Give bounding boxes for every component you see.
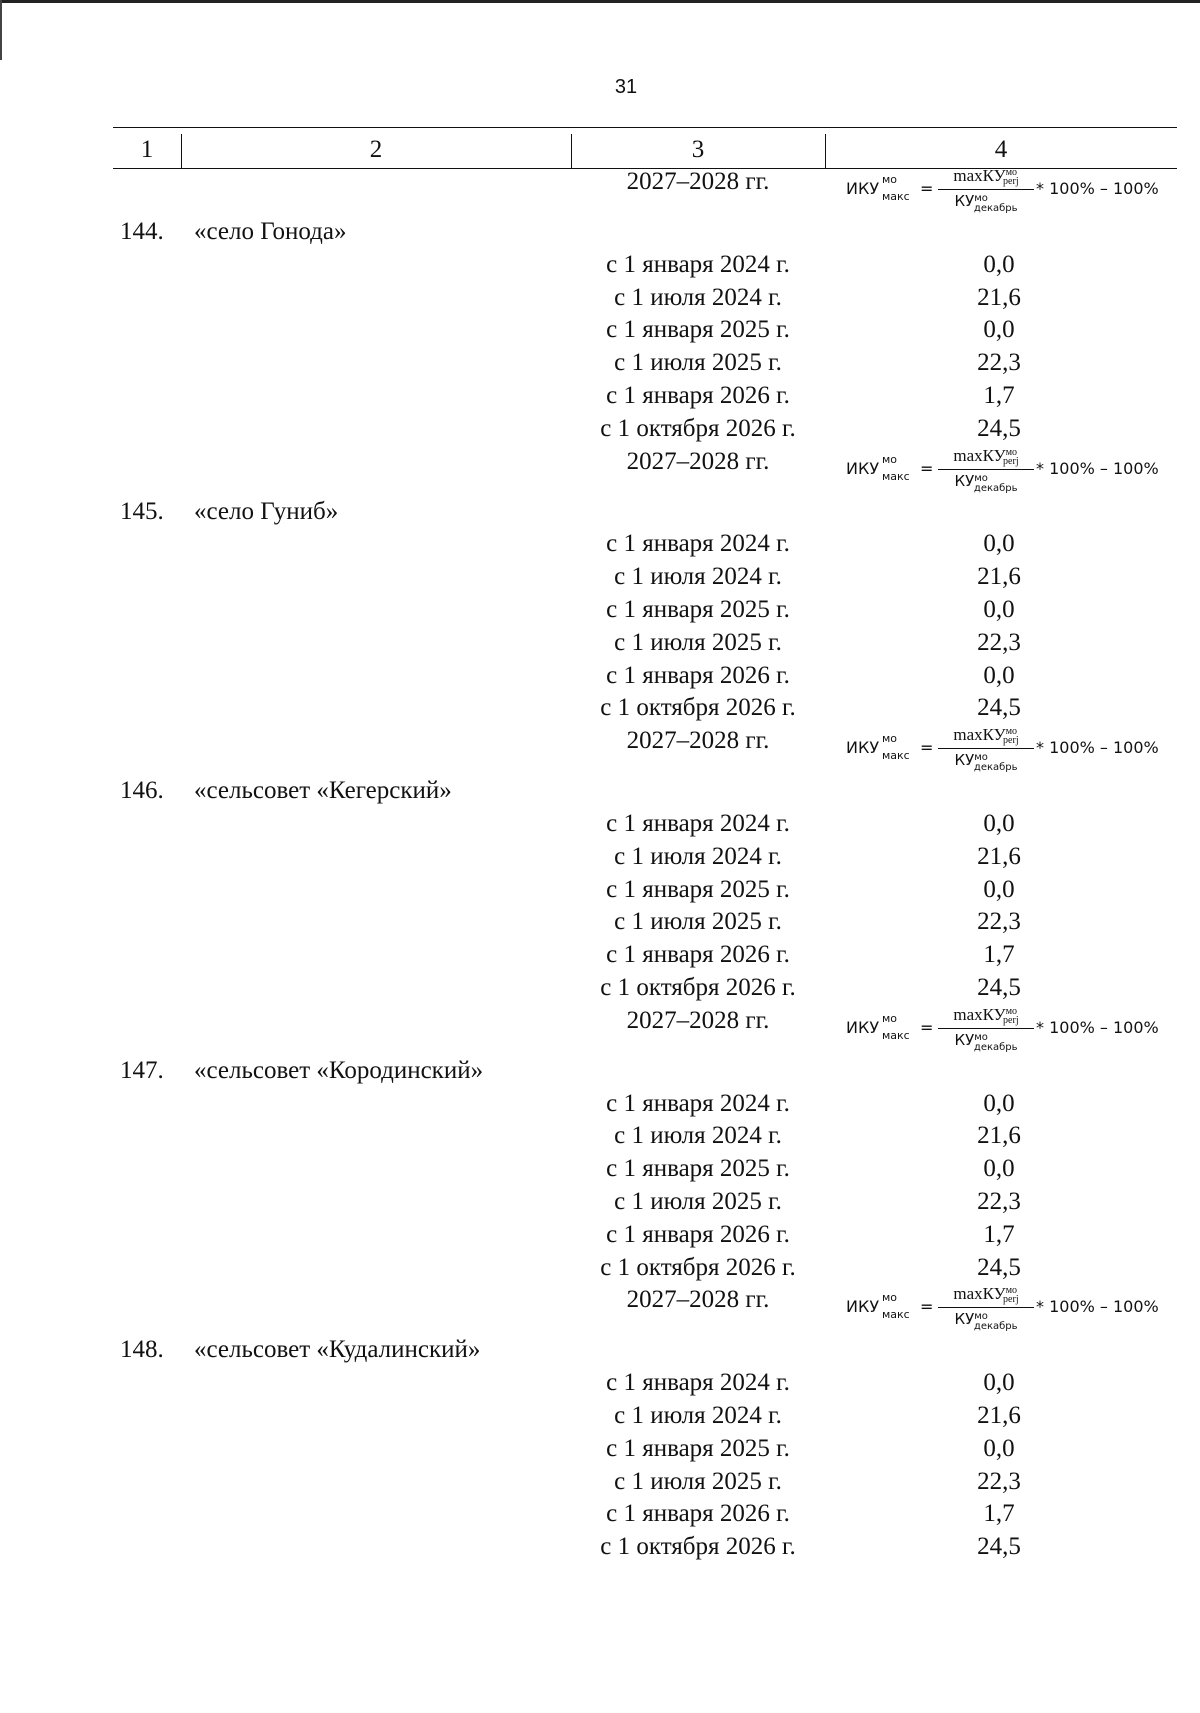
index-value-cell: 0,0 [983, 250, 1015, 278]
index-formula [846, 166, 1176, 216]
period-cell: с 1 января 2026 г. [606, 661, 790, 689]
formula-num-base: maxКУ [953, 725, 1006, 745]
period-cell: 2027–2028 гг. [626, 1286, 770, 1314]
index-value-cell: 0,0 [983, 875, 1015, 903]
period-cell: 2027–2028 гг. [626, 727, 770, 755]
formula-den-sup: мо [974, 1311, 988, 1323]
formula-numerator [938, 446, 1034, 466]
formula-den-sup: мо [974, 1031, 988, 1043]
period-cell: с 1 июля 2024 г. [614, 1122, 782, 1150]
index-value-cell: 24,5 [977, 694, 1021, 722]
settlement-name: «село Гуниб» [194, 497, 339, 525]
formula-equals: = [920, 458, 934, 478]
formula-numerator [938, 1284, 1034, 1304]
settlement-title-row [0, 1055, 1200, 1088]
settlement-number: 147. [120, 1056, 164, 1084]
formula-lhs: ИКУ [846, 1017, 880, 1037]
table-row [0, 1531, 1200, 1564]
formula-row [0, 166, 1200, 216]
formula-num-sub: perj [1003, 1014, 1019, 1026]
table-row [0, 939, 1200, 972]
table-row [0, 282, 1200, 315]
formula-den-base: КУ [954, 751, 975, 770]
formula-tail: * 100% – 100% [1036, 179, 1159, 198]
formula-denominator [938, 192, 1034, 214]
period-cell: с 1 января 2024 г. [606, 250, 790, 278]
formula-num-base: maxКУ [953, 1004, 1006, 1024]
table-row [0, 808, 1200, 841]
scan-edge-top [0, 0, 1200, 3]
index-value-cell: 24,5 [977, 414, 1021, 442]
table-row [0, 1367, 1200, 1400]
index-value-cell: 24,5 [977, 973, 1021, 1001]
period-cell: с 1 июля 2025 г. [614, 1187, 782, 1215]
formula-num-sup: мо [1005, 167, 1018, 178]
table-row [0, 627, 1200, 660]
formula-den-base: КУ [954, 1030, 975, 1049]
formula-lhs-sup: мо [882, 1291, 898, 1305]
table-header-top-rule [113, 127, 1177, 128]
formula-row [0, 725, 1200, 775]
period-cell: с 1 января 2025 г. [606, 1155, 790, 1183]
period-cell: с 1 июля 2025 г. [614, 628, 782, 656]
formula-lhs-sup: мо [882, 173, 898, 186]
period-cell: с 1 июля 2024 г. [614, 283, 782, 311]
period-cell: с 1 октября 2026 г. [600, 1253, 796, 1281]
index-formula [846, 1284, 1176, 1334]
formula-row [0, 446, 1200, 496]
index-formula [846, 446, 1176, 496]
period-cell: с 1 июля 2024 г. [614, 842, 782, 870]
index-formula [846, 1005, 1176, 1055]
table-row [0, 380, 1200, 413]
formula-den-base: КУ [954, 192, 975, 210]
index-value-cell: 0,0 [983, 530, 1015, 558]
formula-lhs-sub: макс [882, 190, 910, 203]
period-cell: с 1 октября 2026 г. [600, 414, 796, 442]
formula-lhs: ИКУ [846, 458, 880, 478]
table-row [0, 1120, 1200, 1153]
settlement-name: «сельсовет «Кородинский» [194, 1056, 484, 1084]
formula-num-base: maxКУ [953, 445, 1006, 465]
header-col-1: 1 [140, 136, 154, 163]
formula-tail: * 100% – 100% [1036, 1017, 1159, 1037]
formula-equals: = [920, 1297, 934, 1317]
formula-den-sub: декабрь [973, 1041, 1018, 1053]
period-cell: с 1 января 2026 г. [606, 1220, 790, 1248]
period-cell: с 1 января 2024 г. [606, 530, 790, 558]
period-cell: с 1 января 2024 г. [606, 809, 790, 837]
formula-num-base: maxКУ [953, 1284, 1006, 1304]
formula-numerator [938, 1005, 1034, 1025]
index-value-cell: 1,7 [983, 381, 1015, 409]
period-cell: с 1 июля 2025 г. [614, 908, 782, 936]
formula-den-sub: декабрь [973, 762, 1018, 774]
index-value-cell: 21,6 [977, 283, 1021, 311]
period-cell: с 1 января 2025 г. [606, 595, 790, 623]
period-cell: с 1 января 2026 г. [606, 1500, 790, 1528]
formula-denominator [938, 751, 1034, 774]
settlement-name: «село Гонода» [194, 218, 347, 245]
formula-lhs-sup: мо [882, 452, 898, 466]
settlement-name: «сельсовет «Кудалинский» [194, 1336, 481, 1364]
formula-den-base: КУ [954, 471, 975, 490]
index-value-cell: 0,0 [983, 1089, 1015, 1117]
formula-num-sup: мо [1005, 446, 1018, 458]
formula-lhs-sup: мо [882, 732, 898, 746]
index-value-cell: 24,5 [977, 1533, 1021, 1561]
period-cell: с 1 июля 2024 г. [614, 1401, 782, 1429]
index-value-cell: 1,7 [983, 1220, 1015, 1248]
table-row [0, 1088, 1200, 1121]
period-cell: с 1 января 2026 г. [606, 941, 790, 969]
formula-fraction-bar [938, 189, 1034, 190]
settlement-title-row [0, 775, 1200, 808]
index-value-cell: 0,0 [983, 809, 1015, 837]
table-row [0, 906, 1200, 939]
formula-tail: * 100% – 100% [1036, 738, 1159, 758]
formula-tail: * 100% – 100% [1036, 458, 1159, 478]
table-row [0, 972, 1200, 1005]
period-cell: с 1 октября 2026 г. [600, 694, 796, 722]
index-value-cell: 0,0 [983, 661, 1015, 689]
table-row [0, 1498, 1200, 1531]
formula-den-base: КУ [954, 1310, 975, 1329]
settlement-title-row [0, 496, 1200, 529]
period-cell: с 1 января 2024 г. [606, 1369, 790, 1397]
index-value-cell: 1,7 [983, 941, 1015, 969]
table-row [0, 660, 1200, 693]
formula-lhs: ИКУ [846, 1297, 880, 1317]
table-row [0, 1252, 1200, 1285]
formula-equals: = [920, 1017, 934, 1037]
formula-den-sub: декабрь [973, 203, 1018, 214]
table-row [0, 841, 1200, 874]
table-row [0, 1433, 1200, 1466]
period-cell: с 1 января 2025 г. [606, 1434, 790, 1462]
index-value-cell: 22,3 [977, 1187, 1021, 1215]
formula-equals: = [920, 738, 934, 758]
index-value-cell: 22,3 [977, 908, 1021, 936]
index-value-cell: 0,0 [983, 595, 1015, 623]
formula-equals: = [920, 179, 934, 198]
header-col-4: 4 [994, 136, 1008, 163]
settlement-number: 146. [120, 777, 164, 805]
formula-num-sub: perj [1003, 176, 1019, 187]
formula-row [0, 1005, 1200, 1055]
period-cell: с 1 января 2024 г. [606, 1089, 790, 1117]
settlement-title-row [0, 1334, 1200, 1367]
settlement-name: «сельсовет «Кегерский» [194, 777, 452, 805]
index-value-cell: 1,7 [983, 1500, 1015, 1528]
index-value-cell: 22,3 [977, 1467, 1021, 1495]
index-value-cell: 24,5 [977, 1253, 1021, 1281]
period-cell: с 1 июля 2024 г. [614, 563, 782, 591]
formula-lhs-sup: мо [882, 1011, 898, 1025]
period-cell: с 1 января 2025 г. [606, 316, 790, 344]
table-row [0, 1153, 1200, 1186]
table-row [0, 314, 1200, 347]
table-row [0, 528, 1200, 561]
index-value-cell: 21,6 [977, 1122, 1021, 1150]
formula-lhs-sub: макс [882, 469, 910, 483]
formula-numerator [938, 725, 1034, 745]
formula-fraction-bar [938, 469, 1034, 470]
formula-den-sub: декабрь [973, 1321, 1018, 1333]
table-row [0, 347, 1200, 380]
table-row [0, 1466, 1200, 1499]
period-cell: с 1 января 2026 г. [606, 381, 790, 409]
scan-edge-left [0, 0, 2, 60]
page-number: 31 [614, 76, 638, 98]
formula-num-sub: perj [1003, 455, 1019, 467]
formula-denominator [938, 1310, 1034, 1333]
formula-den-sup: мо [974, 472, 988, 484]
formula-denominator [938, 1030, 1034, 1053]
formula-lhs: ИКУ [846, 738, 880, 758]
period-cell: с 1 октября 2026 г. [600, 1533, 796, 1561]
formula-den-sup: мо [974, 193, 988, 204]
header-col-2: 2 [369, 136, 383, 163]
formula-denominator [938, 471, 1034, 494]
table-row [0, 561, 1200, 594]
table-row [0, 874, 1200, 907]
index-value-cell: 0,0 [983, 1155, 1015, 1183]
formula-fraction-bar [938, 1028, 1034, 1029]
table-row [0, 692, 1200, 725]
index-value-cell: 0,0 [983, 1434, 1015, 1462]
formula-den-sub: декабрь [973, 482, 1018, 494]
formula-num-sub: perj [1003, 1294, 1019, 1306]
formula-numerator [938, 166, 1034, 186]
period-cell: с 1 января 2025 г. [606, 875, 790, 903]
index-value-cell: 21,6 [977, 842, 1021, 870]
period-cell: 2027–2028 гг. [626, 447, 770, 475]
settlement-number: 145. [120, 497, 164, 525]
index-value-cell: 22,3 [977, 628, 1021, 656]
formula-den-sup: мо [974, 752, 988, 764]
formula-num-sup: мо [1005, 1285, 1018, 1297]
settlement-number: 148. [120, 1336, 164, 1364]
period-cell: с 1 октября 2026 г. [600, 973, 796, 1001]
period-cell: 2027–2028 гг. [626, 168, 770, 195]
period-cell: 2027–2028 гг. [626, 1006, 770, 1034]
index-value-cell: 0,0 [983, 1369, 1015, 1397]
period-cell: с 1 июля 2025 г. [614, 1467, 782, 1495]
index-value-cell: 0,0 [983, 316, 1015, 344]
period-cell: с 1 июля 2025 г. [614, 349, 782, 377]
table-row [0, 1400, 1200, 1433]
formula-fraction-bar [938, 748, 1034, 749]
index-formula [846, 725, 1176, 775]
formula-row [0, 1284, 1200, 1334]
table-row [0, 249, 1200, 282]
formula-lhs-sub: макс [882, 749, 910, 763]
formula-num-sub: perj [1003, 735, 1019, 747]
header-col-3: 3 [691, 136, 705, 163]
formula-num-sup: мо [1005, 726, 1018, 738]
formula-num-sup: мо [1005, 1005, 1018, 1017]
index-value-cell: 21,6 [977, 1401, 1021, 1429]
table-row [0, 1186, 1200, 1219]
formula-lhs: ИКУ [846, 179, 880, 198]
formula-tail: * 100% – 100% [1036, 1297, 1159, 1317]
settlement-title-row [0, 216, 1200, 249]
tariff-table-body [0, 166, 1200, 1564]
formula-fraction-bar [938, 1307, 1034, 1308]
index-value-cell: 21,6 [977, 563, 1021, 591]
index-value-cell: 22,3 [977, 349, 1021, 377]
formula-lhs-sub: макс [882, 1308, 910, 1322]
table-row [0, 1219, 1200, 1252]
table-row [0, 413, 1200, 446]
formula-lhs-sub: макс [882, 1028, 910, 1042]
table-row [0, 594, 1200, 627]
settlement-number: 144. [120, 218, 164, 245]
formula-num-base: maxКУ [953, 166, 1006, 185]
